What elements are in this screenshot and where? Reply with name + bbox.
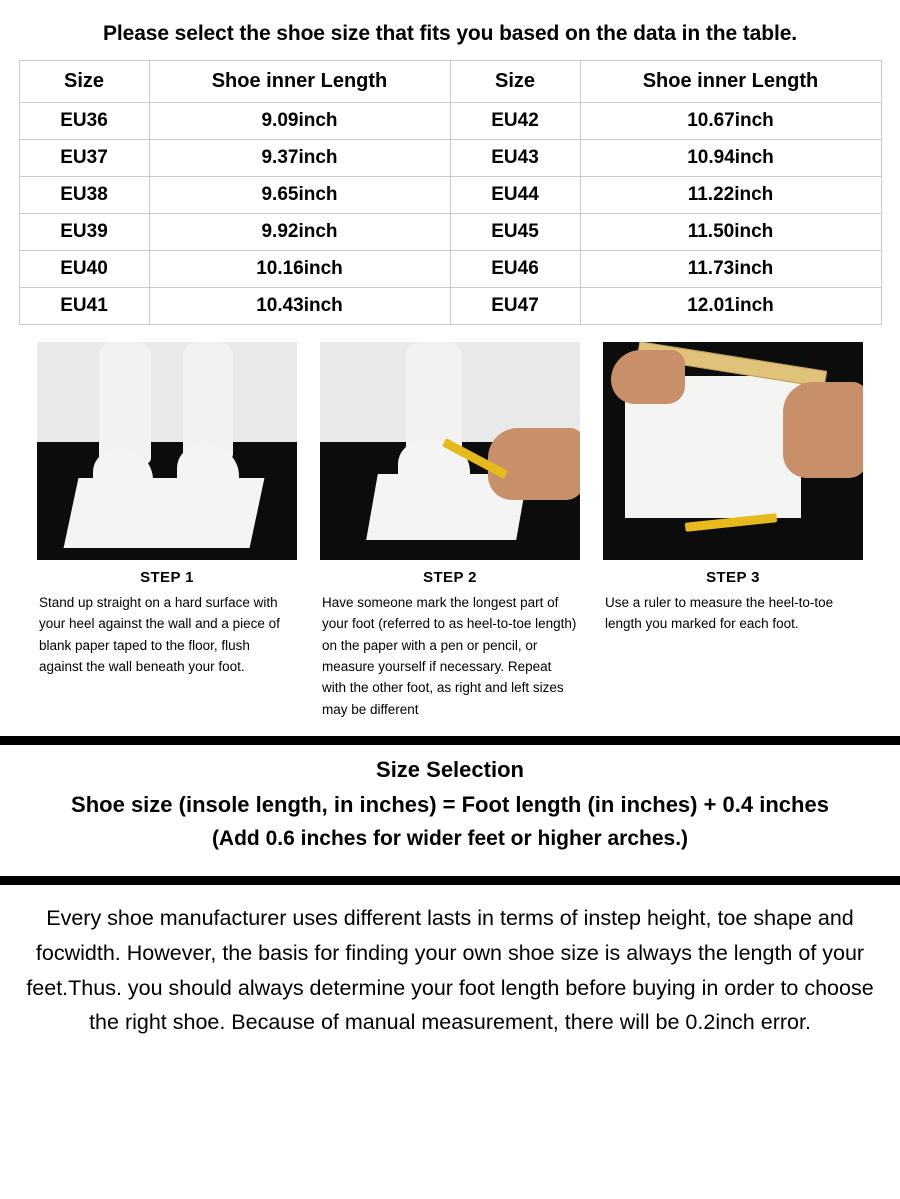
- size-selection-title: Size Selection: [376, 756, 524, 782]
- cell-length-left: 9.92inch: [149, 214, 450, 251]
- step-1: [37, 342, 297, 720]
- cell-length-right: 11.22inch: [580, 177, 881, 214]
- cell-length-left: 9.37inch: [149, 140, 450, 177]
- left-leg: [406, 342, 462, 454]
- step-1-label: STEP 1: [140, 569, 194, 586]
- size-selection-formula: Shoe size (insole length, in inches) = Foot length (in inches) + 0.4 inches: [71, 791, 829, 817]
- step-3-text: Use a ruler to measure the heel-to-toe length you marked for each foot.: [605, 595, 834, 632]
- cell-size-left: EU39: [19, 214, 149, 251]
- cell-size-right: EU44: [450, 177, 580, 214]
- header-size-left: Size: [19, 61, 149, 103]
- cell-size-left: EU41: [19, 288, 149, 325]
- hand: [488, 428, 580, 500]
- divider-bottom: [0, 876, 900, 885]
- table-row: [19, 140, 881, 177]
- cell-size-right: EU46: [450, 251, 580, 288]
- cell-length-left: 10.16inch: [149, 251, 450, 288]
- hand-left: [611, 350, 685, 404]
- marking-foot-photo: [320, 342, 580, 560]
- cell-size-left: EU38: [19, 177, 149, 214]
- header-size-right: Size: [450, 61, 580, 103]
- step-3: [603, 342, 863, 720]
- left-leg: [99, 342, 151, 464]
- step-2-label: STEP 2: [423, 569, 477, 586]
- cell-length-left: 9.09inch: [149, 103, 450, 140]
- cell-size-left: EU36: [19, 103, 149, 140]
- header-length-right: Shoe inner Length: [580, 61, 881, 103]
- cell-length-right: 10.67inch: [580, 103, 881, 140]
- table-row: [19, 103, 881, 140]
- cell-length-left: 9.65inch: [149, 177, 450, 214]
- table-header-row: [19, 61, 881, 103]
- feet-on-paper-photo: [37, 342, 297, 560]
- measurement-steps: [37, 342, 863, 720]
- paper-sheet: [64, 478, 265, 548]
- hand-right: [783, 382, 863, 478]
- cell-size-left: EU37: [19, 140, 149, 177]
- footer-note: Every shoe manufacturer uses different lasts in terms of instep height, toe shape and focwidth. However, the basis for finding your own shoe size is always the length of your feet.Thus. you should always determine your foot length before buying in order to choose the right shoe. Because of manual measurement, there will be 0.2inch error.: [26, 905, 874, 1035]
- divider-top: [0, 736, 900, 745]
- step-2: [320, 342, 580, 720]
- size-selection-note: (Add 0.6 inches for wider feet or higher arches.): [211, 826, 689, 850]
- cell-length-left: 10.43inch: [149, 288, 450, 325]
- cell-size-right: EU47: [450, 288, 580, 325]
- cell-size-right: EU42: [450, 103, 580, 140]
- cell-length-right: 12.01inch: [580, 288, 881, 325]
- table-row: [19, 288, 881, 325]
- header-length-left: Shoe inner Length: [149, 61, 450, 103]
- size-selection-block: [0, 745, 900, 864]
- step-1-text: Stand up straight on a hard surface with your heel against the wall and a piece of blank paper taped to the floor, flush against the wall beneath your foot.: [39, 595, 280, 674]
- cell-length-right: 11.50inch: [580, 214, 881, 251]
- table-row: [19, 251, 881, 288]
- intro-heading: Please select the shoe size that fits you based on the data in the table.: [102, 22, 798, 45]
- step-3-label: STEP 3: [706, 569, 760, 586]
- table-row: [19, 214, 881, 251]
- size-chart-table: [19, 60, 882, 325]
- cell-length-right: 11.73inch: [580, 251, 881, 288]
- cell-size-left: EU40: [19, 251, 149, 288]
- right-leg: [183, 342, 233, 460]
- step-2-text: Have someone mark the longest part of your foot (referred to as heel-to-toe length) on the paper with a pen or pencil, or measure yourself if necessary. Repeat with the other foot, as right and left sizes may be different: [322, 595, 577, 717]
- table-row: [19, 177, 881, 214]
- cell-size-right: EU43: [450, 140, 580, 177]
- cell-length-right: 10.94inch: [580, 140, 881, 177]
- cell-size-right: EU45: [450, 214, 580, 251]
- photo-wall: [37, 342, 297, 444]
- measuring-paper-photo: [603, 342, 863, 560]
